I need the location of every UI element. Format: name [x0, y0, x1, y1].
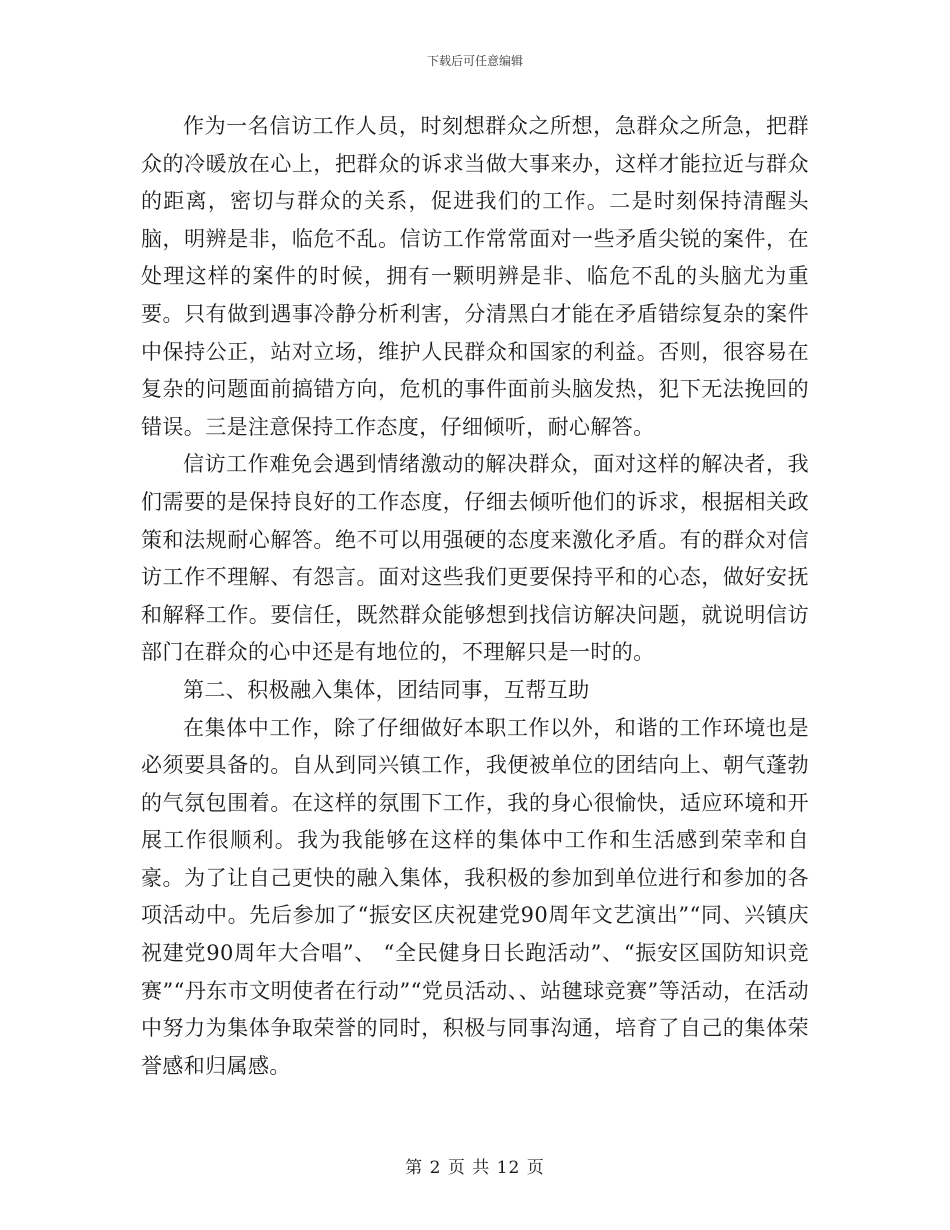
document-body: [141, 108, 809, 1085]
section-heading: 第二、积极融入集体，团结同事，互帮互助: [183, 677, 590, 702]
paragraph-2: 信访工作难免会遇到情绪激动的解决群众，面对这样的解决者，我们需要的是保持良好的工作态度，仔细去倾听他们的诉求，根据相关政策和法规耐心解答。绝不可以用强硬的态度来激化矛盾。有的群众对信访工作不理解、有怨言。面对这些我们更要保持平和的心态，做好安抚和解释工作。要信任，既然群众能够想到找信访解决问题，就说明信访部门在群众的心中还是有地位的，不理解只是一时的。: [141, 452, 809, 665]
paragraph-3: 在集体中工作，除了仔细做好本职工作以外，和谐的工作环境也是必须要具备的。自从到同兴镇工作，我便被单位的团结向上、朝气蓬勃的气氛包围着。在这样的氛围下工作，我的身心很愉快，适应环境和开展工作很顺利。我为我能够在这样的集体中工作和生活感到荣幸和自豪。为了让自己更快的融入集体，我积极的参加到单位进行和参加的各项活动中。先后参加了“振安区庆祝建党90周年文艺演出”“同、兴镇庆祝建党90周年大合唱”、 “全民健身日长跑活动”、“振安区国防知识竞赛”“丹东市文明使者在行动”“党员活动、、站毽球竞赛”等活动，在活动中努力为集体争取荣誉的同时，积极与同事沟通，培育了自己的集体荣誉感和归属感。: [141, 715, 809, 1078]
paragraph-1: 作为一名信访工作人员，时刻想群众之所想，急群众之所急，把群众的冷暖放在心上，把群众的诉求当做大事来办，这样才能拉近与群众的距离，密切与群众的关系，促进我们的工作。二是时刻保持清醒头脑，明辨是非，临危不乱。信访工作常常面对一些矛盾尖锐的案件，在处理这样的案件的时候，拥有一颗明辨是非、临危不乱的头脑尤为重要。只有做到遇事冷静分析利害，分清黑白才能在矛盾错综复杂的案件中保持公正，站对立场，维护人民群众和国家的利益。否则，很容易在复杂的问题面前搞错方向，危机的事件面前头脑发热，犯下无法挽回的错误。三是注意保持工作态度，仔细倾听，耐心解答。: [141, 114, 809, 439]
page-number: 第 2 页 共 12 页: [405, 1158, 545, 1178]
page-header-note: 下载后可任意编辑: [426, 54, 523, 68]
